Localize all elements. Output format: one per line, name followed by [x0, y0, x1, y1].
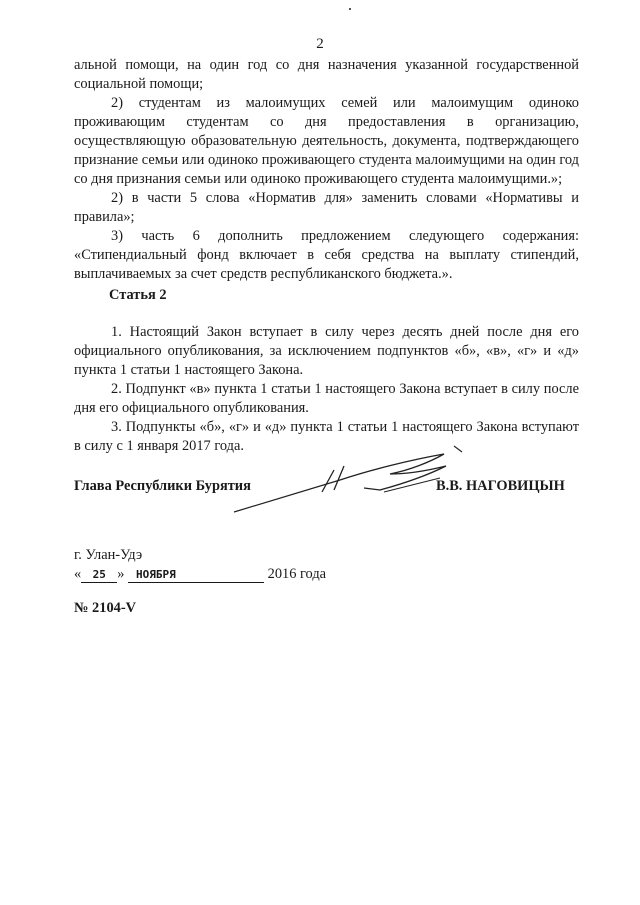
signing-place: г. Улан-Удэ [74, 547, 143, 563]
date-day: 25 [81, 568, 117, 583]
handwritten-signature [230, 440, 470, 520]
article-heading: Статья 2 [109, 287, 167, 303]
signatory-title: Глава Республики Бурятия [74, 478, 251, 494]
signatory-name: В.В. НАГОВИЦЫН [436, 478, 565, 494]
document-number: № 2104-V [74, 600, 137, 616]
paragraph: 3) часть 6 дополнить предложением следующего содержания: «Стипендиальный фонд включает в себя средства на выплату стипендий, выплачиваемых за счет средств республиканского бюджета.». [74, 228, 579, 282]
page-number: 2 [316, 36, 324, 52]
date-open-quote: « [74, 566, 82, 582]
article-item: 3. Подпункты «б», «г» и «д» пункта 1 статьи 1 настоящего Закона вступают в силу с 1 января 2017 года. [74, 419, 579, 454]
date-month: НОЯБРЯ [128, 568, 264, 583]
date-year: 2016 года [267, 566, 327, 582]
law-text-continuation [74, 56, 579, 284]
article-item: 1. Настоящий Закон вступает в силу через десять дней после дня его официального опубликования, за исключением подпунктов «б», «в», «г» и «д» пункта 1 статьи 1 настоящего Закона. [74, 324, 579, 378]
paragraph: альной помощи, на один год со дня назначения указанной государственной социальной помощи; [74, 57, 579, 92]
signing-date [74, 566, 326, 583]
scan-speck [349, 8, 351, 10]
date-close-quote: » [117, 566, 125, 582]
article-item: 2. Подпункт «в» пункта 1 статьи 1 настоящего Закона вступает в силу после дня его официального опубликования. [74, 381, 579, 416]
paragraph: 2) студентам из малоимущих семей или малоимущим одиноко проживающим студентам со дня предоставления в организацию, осуществляющую образовательную деятельность, документа, подтверждающего признание семьи или одиноко проживающего студента малоимущими на один год со дня признания семьи или одиноко проживающего студента малоимущими.»; [74, 95, 579, 187]
article-items [74, 323, 579, 456]
paragraph: 2) в части 5 слова «Норматив для» заменить словами «Нормативы и правила»; [74, 190, 579, 225]
